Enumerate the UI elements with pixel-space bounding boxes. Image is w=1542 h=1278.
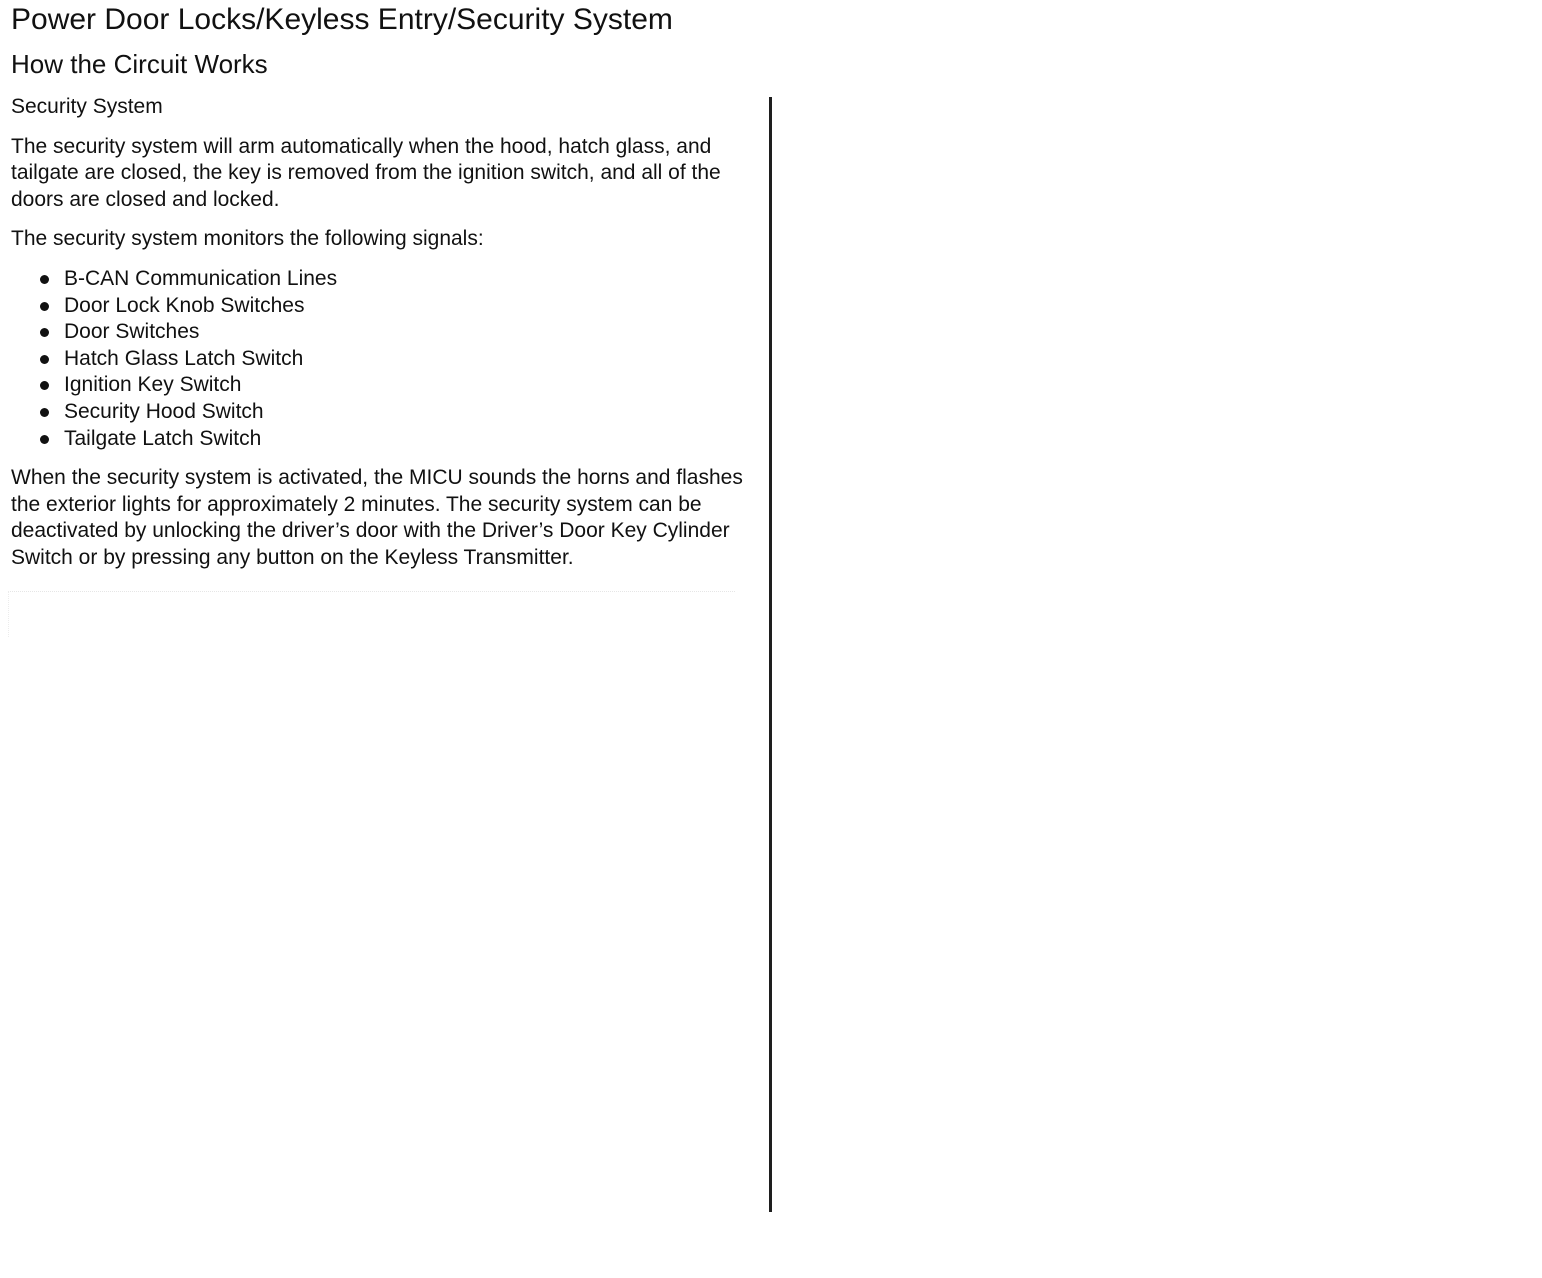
bullet-icon [40,435,49,444]
list-item [11,346,751,373]
list-item [11,319,751,346]
bullet-icon [40,408,49,417]
empty-figure-placeholder [8,591,735,637]
column-divider [769,97,772,1212]
monitored-signals-list [11,266,751,452]
monitored-signals-intro: The security system monitors the following signals: [11,227,484,251]
list-item-label: Tailgate Latch Switch [64,426,262,450]
section-title: How the Circuit Works [11,49,268,79]
main-content-column [11,94,751,585]
arming-paragraph: The security system will arm automatically when the hood, hatch glass, and tailgate are closed, the key is removed from the ignition switch, and all of the doors are closed and locked. [11,134,721,211]
subsection-title: Security System [11,95,163,118]
list-item-label: Security Hood Switch [64,399,264,423]
list-item-label: Door Lock Knob Switches [64,293,305,317]
bullet-icon [40,355,49,364]
bullet-icon [40,381,49,390]
activation-paragraph: When the security system is activated, the MICU sounds the horns and flashes the exterior lights for approximately 2 minutes. The security system can be deactivated by unlocking the driver’s door with the Driver’s Door Key Cylinder Switch or by pressing any button on the Keyless Transmitter. [11,466,743,569]
list-item-label: B-CAN Communication Lines [64,266,338,290]
list-item [11,426,751,453]
list-item [11,293,751,320]
page-title: Power Door Locks/Keyless Entry/Security System [11,3,673,36]
bullet-icon [40,328,49,337]
list-item-label: Door Switches [64,320,200,344]
list-item [11,372,751,399]
list-item [11,266,751,293]
list-item-label: Ignition Key Switch [64,373,242,397]
bullet-icon [40,302,49,311]
list-item [11,399,751,426]
list-item-label: Hatch Glass Latch Switch [64,346,304,370]
bullet-icon [40,275,49,284]
